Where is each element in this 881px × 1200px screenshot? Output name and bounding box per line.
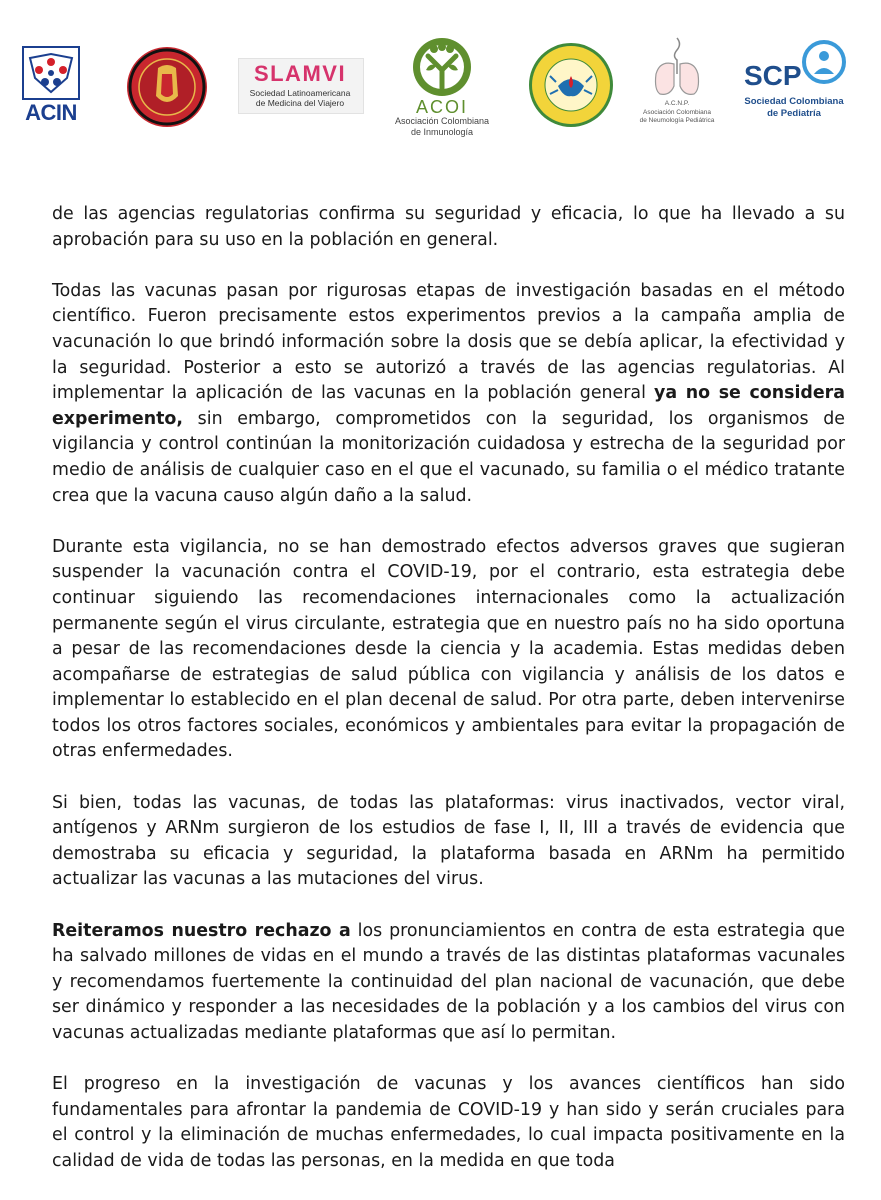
scp-subtitle-1: Sociedad Colombiana <box>744 96 844 107</box>
paragraph-5 <box>52 919 845 1047</box>
acnp-subtitle-2: de Neumología Pediátrica <box>639 117 715 124</box>
paragraph-bold-text: Reiteramos nuestro rechazo a <box>52 920 351 941</box>
scp-logo <box>740 40 848 126</box>
paragraph-text: sin embargo, comprometidos con la seguridad, los organismos de vigilancia y control continúan la monitorización cuidadosa y estrecha de la seguridad por medio de análisis de cualquier caso en el que el vacunado, su familia o el médico tratante crea que la vacuna causo algún daño a la salud. <box>52 408 845 506</box>
paragraph-text: El progreso en la investigación de vacunas y los avances científicos han sido fundamentales para afrontar la pandemia de COVID-19 y han sido y serán cruciales para el control y la eliminación de muchas enfermedades, lo cual impacta positivamente en la calidad de vida de todas las personas, en la medida en que toda <box>52 1074 845 1171</box>
paragraph-1 <box>52 202 845 253</box>
scp-label: SCP <box>744 60 802 91</box>
acoi-label: ACOI <box>415 97 468 117</box>
lungs-icon <box>630 34 724 100</box>
acoi-logo <box>384 36 500 140</box>
paragraph-text: los pronunciamientos en contra de esta estrategia que ha salvado millones de vidas en el mundo a través de las distintas plataformas vacunales y recomendamos fuertemente la continuidad del plan nacional de vacunación, que debe ser dinámico y responder a las necesidades de la población y a los cambios del virus con vacunas actualizadas mediante plataformas que así lo permitan. <box>52 920 845 1043</box>
acin-logo <box>22 46 80 126</box>
slamvi-logo <box>238 58 362 114</box>
document-body <box>52 202 845 1200</box>
scp-subtitle-2: de Pediatría <box>767 108 821 119</box>
acoi-subtitle-1: Asociación Colombiana <box>394 116 490 126</box>
acnp-logo <box>630 34 724 134</box>
paragraph-6 <box>52 1072 845 1174</box>
slamvi-label: SLAMVI <box>253 61 347 86</box>
logo-header <box>0 0 881 160</box>
acin-label: ACIN <box>25 100 77 125</box>
acnp-label: A.C.N.P. <box>664 100 690 107</box>
paragraph-4 <box>52 791 845 893</box>
paragraph-bold-text: ya no se considera experimento, <box>52 383 845 429</box>
acnp-subtitle-1: Asociación Colombiana <box>643 109 711 116</box>
paragraph-text: Todas las vacunas pasan por rigurosas etapas de investigación basadas en el método científico. Fueron precisamente estos experimentos previos a la campaña amplia de vacunación lo que brindó información sobre la dosis que se debía aplicar, la efectividad y la seguridad. Posterior a esto se autorizó a través de las agencias regulatorias. Al implementar la aplicación de las vacunas en la población general <box>52 280 845 404</box>
acoi-subtitle-2: de Inmunología <box>410 127 474 137</box>
paragraph-text: de las agencias regulatorias confirma su seguridad y eficacia, lo que ha llevado a su aprobación para su uso en la población en general. <box>52 204 845 250</box>
fecolsog-seal <box>126 46 208 128</box>
slamvi-subtitle-1: Sociedad Latinoamericana <box>249 88 351 98</box>
scp-emblem-icon <box>802 40 846 84</box>
hematologia-oncologia-seal <box>528 42 614 128</box>
paragraph-3 <box>52 535 845 765</box>
paragraph-text: Durante esta vigilancia, no se han demostrado efectos adversos graves que sugieran suspender la vacunación contra el COVID-19, por el contrario, esta estrategia debe continuar siguiendo las recomendaciones internacionales como la actualización permanente según el virus circulante, estrategia que en nuestro país no ha sido oportuna a pesar de las recomendaciones desde la ciencia y la academia. Estas medidas deben acompañarse de estrategias de salud pública con vigilancia y análisis de los datos e implementar lo establecido en el plan decenal de salud. Por otra parte, deben intervenirse todos los otros factores sociales, económicos y ambientales para evitar la propagación de otras enfermedades. <box>52 536 845 762</box>
paragraph-text: Si bien, todas las vacunas, de todas las plataformas: virus inactivados, vector viral, antígenos y ARNm surgieron de los estudios de fase I, II, III a través de evidencia que demostraba su eficacia y seguridad, la plataforma basada en ARNm ha permitido actualizar las vacunas a las mutaciones del virus. <box>52 792 845 890</box>
slamvi-subtitle-2: de Medicina del Viajero <box>255 98 345 108</box>
paragraph-2 <box>52 279 845 509</box>
acoi-emblem-icon <box>384 36 500 98</box>
